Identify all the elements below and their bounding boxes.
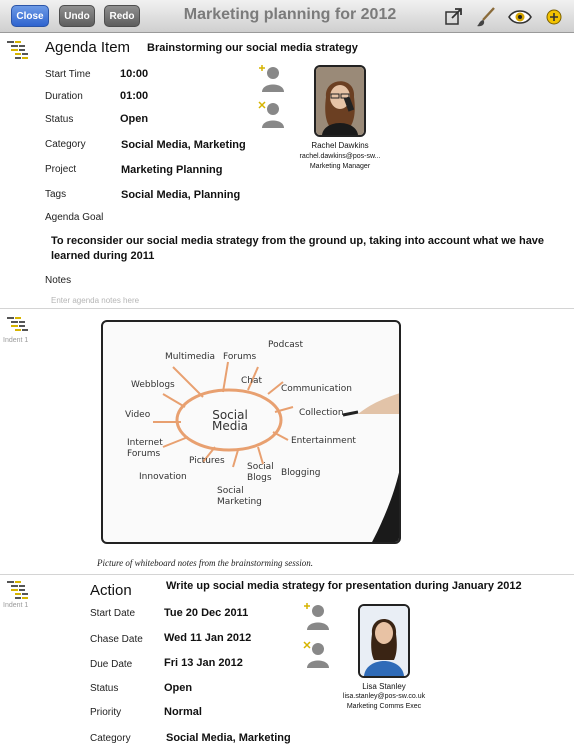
section-divider <box>0 574 574 575</box>
avatar[interactable] <box>314 65 366 137</box>
status-label: Status <box>90 683 119 694</box>
whiteboard-word: Collection <box>299 408 344 418</box>
project-label: Project <box>45 164 77 175</box>
start-time-label: Start Time <box>45 69 91 80</box>
notes-input[interactable]: Enter agenda notes here <box>51 296 140 305</box>
tags-value[interactable]: Social Media, Planning <box>121 189 241 201</box>
whiteboard-word: Internet Forums <box>127 438 163 459</box>
start-time-value[interactable]: 10:00 <box>120 68 149 80</box>
category-label: Category <box>90 733 131 744</box>
tags-label: Tags <box>45 189 67 200</box>
chase-date-label: Chase Date <box>90 634 143 645</box>
whiteboard-word: Innovation <box>139 472 187 482</box>
close-button[interactable]: Close <box>11 5 49 27</box>
notes-label: Notes <box>45 275 72 286</box>
image-caption[interactable]: Picture of whiteboard notes from the brainstorming session. <box>97 558 313 568</box>
status-value[interactable]: Open <box>164 682 193 694</box>
assignee-email: lisa.stanley@pos-sw.co.uk <box>342 693 426 700</box>
start-date-label: Start Date <box>90 608 136 619</box>
redo-button[interactable]: Redo <box>104 5 140 27</box>
action-title[interactable]: Write up social media strategy for presentation during January 2012 <box>166 580 522 592</box>
agenda-item-title[interactable]: Brainstorming our social media strategy <box>147 42 358 54</box>
category-value[interactable]: Social Media, Marketing <box>166 732 291 744</box>
remove-attendee-icon[interactable] <box>258 100 284 130</box>
export-icon[interactable] <box>443 6 465 28</box>
whiteboard-word: Blogging <box>281 468 321 478</box>
edit-brush-icon[interactable] <box>475 6 497 28</box>
agenda-item-heading: Agenda Item <box>45 39 131 56</box>
add-attendee-icon[interactable] <box>258 64 284 94</box>
action-heading: Action <box>90 582 132 599</box>
whiteboard-word: Social Marketing <box>217 486 262 507</box>
whiteboard-word: Forums <box>223 352 257 362</box>
undo-button[interactable]: Undo <box>59 5 95 27</box>
assignee-name: Lisa Stanley <box>362 682 406 691</box>
assignee-role: Marketing Comms Exec <box>346 703 422 710</box>
remove-assignee-icon[interactable] <box>303 640 329 670</box>
whiteboard-center-text: Social Media <box>211 408 249 433</box>
avatar[interactable] <box>358 604 410 678</box>
toolbar <box>0 0 574 33</box>
whiteboard-word: Webblogs <box>131 380 175 390</box>
whiteboard-image[interactable] <box>101 320 401 544</box>
whiteboard-word: Video <box>125 410 151 420</box>
indent-label: Indent 1 <box>3 602 29 609</box>
page-title: Marketing planning for 2012 <box>183 6 397 23</box>
whiteboard-word: Podcast <box>268 340 304 350</box>
duration-value[interactable]: 01:00 <box>120 90 149 102</box>
start-date-value[interactable]: Tue 20 Dec 2011 <box>164 607 249 619</box>
due-date-label: Due Date <box>90 659 133 670</box>
priority-value[interactable]: Normal <box>164 706 202 718</box>
add-assignee-icon[interactable] <box>303 602 329 632</box>
category-label: Category <box>45 139 86 150</box>
add-icon[interactable] <box>543 6 565 28</box>
agenda-item-icon <box>7 41 29 68</box>
category-value[interactable]: Social Media, Marketing <box>121 139 246 151</box>
whiteboard-word: Communication <box>281 384 352 394</box>
status-value[interactable]: Open <box>120 113 149 125</box>
whiteboard-word: Multimedia <box>165 352 216 362</box>
indent-label: Indent 1 <box>3 337 29 344</box>
whiteboard-word: Entertainment <box>291 436 356 446</box>
section-divider <box>0 308 574 309</box>
chase-date-value[interactable]: Wed 11 Jan 2012 <box>164 632 252 644</box>
status-label: Status <box>45 114 74 125</box>
priority-label: Priority <box>90 707 122 718</box>
whiteboard-word: Pictures <box>189 456 225 466</box>
attendee-email: rachel.dawkins@pos-sw... <box>299 153 381 160</box>
duration-label: Duration <box>45 91 83 102</box>
due-date-value[interactable]: Fri 13 Jan 2012 <box>164 657 243 669</box>
whiteboard-word: Chat <box>241 376 263 386</box>
agenda-goal-label: Agenda Goal <box>45 212 104 223</box>
attendee-role: Marketing Manager <box>309 163 371 170</box>
project-value[interactable]: Marketing Planning <box>121 164 223 176</box>
preview-eye-icon[interactable] <box>507 6 533 28</box>
agenda-goal-text[interactable]: To reconsider our social media strategy from the ground up, taking into account what we have learned during 2011 <box>51 235 545 262</box>
whiteboard-word: Social Blogs <box>247 462 274 483</box>
attendee-name: Rachel Dawkins <box>311 141 369 150</box>
